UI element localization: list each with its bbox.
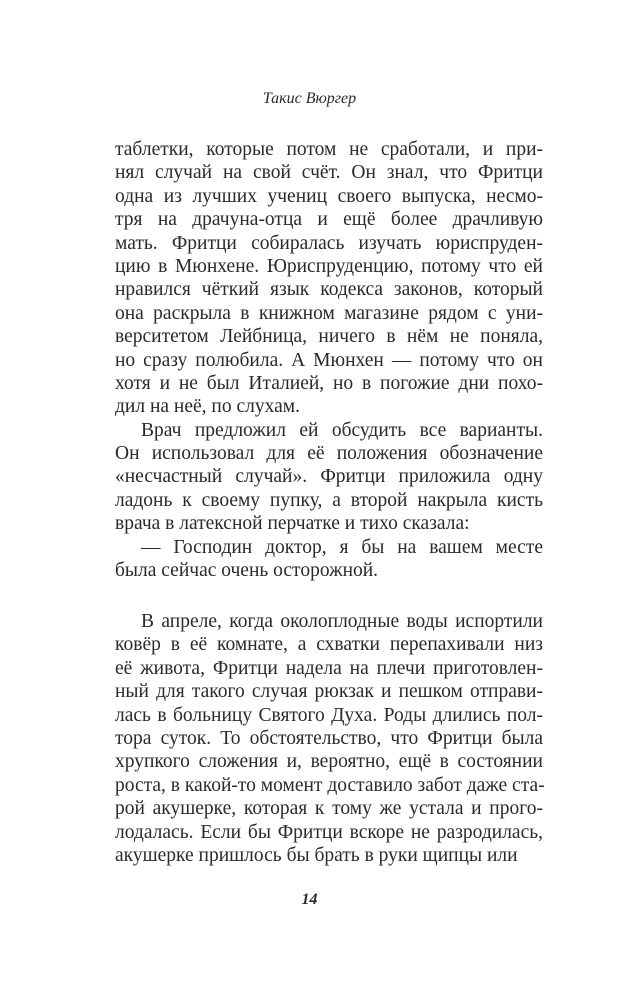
text-line: Врач предложил ей обсудить все варианты. xyxy=(141,419,543,441)
text-line: «несчастный случай». Фритци приложила одну xyxy=(115,466,543,488)
text-line: она раскрыла в книжном магазине рядом с уни- xyxy=(115,302,543,324)
text-line: ладонь к своему пупку, а второй накрыла кисть xyxy=(115,489,543,511)
running-header: Такис Вюргер xyxy=(262,90,357,107)
text-line: была сейчас очень осторожной. xyxy=(115,560,379,582)
text-line: её живота, Фритци надела на плечи приготовлен- xyxy=(115,657,543,679)
text-line: нял случай на свой счёт. Он знал, что Фритци xyxy=(115,162,543,184)
text-line: нравился чёткий язык кодекса законов, который xyxy=(115,279,543,301)
text-line: таблетки, которые потом не сработали, и при- xyxy=(115,139,543,160)
text-line: тря на драчуна-отца и ещё более драчливую xyxy=(115,209,543,231)
page-number: 14 xyxy=(301,891,318,908)
text-line: роста, в какой-то момент доставило забот даже ста- xyxy=(115,774,545,796)
text-line: лодалась. Если бы Фритци вскоре не разродилась, xyxy=(115,821,543,843)
text-line: дил на неё, по слухам. xyxy=(115,396,300,418)
text-line: ковёр в её комнате, а схватки перепахивали низ xyxy=(115,634,543,656)
text-line: но сразу полюбила. А Мюнхен — потому что он xyxy=(115,349,543,371)
text-line: цию в Мюнхене. Юриспруденцию, потому что ей xyxy=(115,255,543,277)
text-line: Он использовал для её положения обозначение xyxy=(115,443,543,465)
text-line: акушерке пришлось бы брать в руки щипцы или xyxy=(115,844,518,866)
text-line: В апреле, когда околоплодные воды испортили xyxy=(141,611,543,632)
body-text-bottom xyxy=(115,610,543,867)
text-line: тора суток. То обстоятельство, что Фритци была xyxy=(115,727,543,749)
text-line: врача в латексной перчатке и тихо сказала: xyxy=(115,513,470,535)
text-line: одна из лучших учениц своего выпуска, несмо- xyxy=(115,185,543,207)
text-line: рой акушерке, которая к тому же устала и прого- xyxy=(115,798,543,820)
text-line: лась в больницу Святого Духа. Роды длились пол- xyxy=(115,704,543,726)
text-line: верситетом Лейбница, ничего в нём не поняла, xyxy=(115,326,543,348)
text-line: ный для такого случая рюкзак и пешком отправи- xyxy=(115,681,543,703)
body-text-top xyxy=(115,138,543,582)
text-line: хрупкого сложения и, вероятно, ещё в состоянии xyxy=(115,751,543,773)
text-line: хотя и не был Италией, но в погожие дни похо- xyxy=(115,372,543,394)
text-line: мать. Фритци собиралась изучать юриспруден- xyxy=(115,232,543,254)
text-line: — Господин доктор, я бы на вашем месте xyxy=(141,536,543,558)
